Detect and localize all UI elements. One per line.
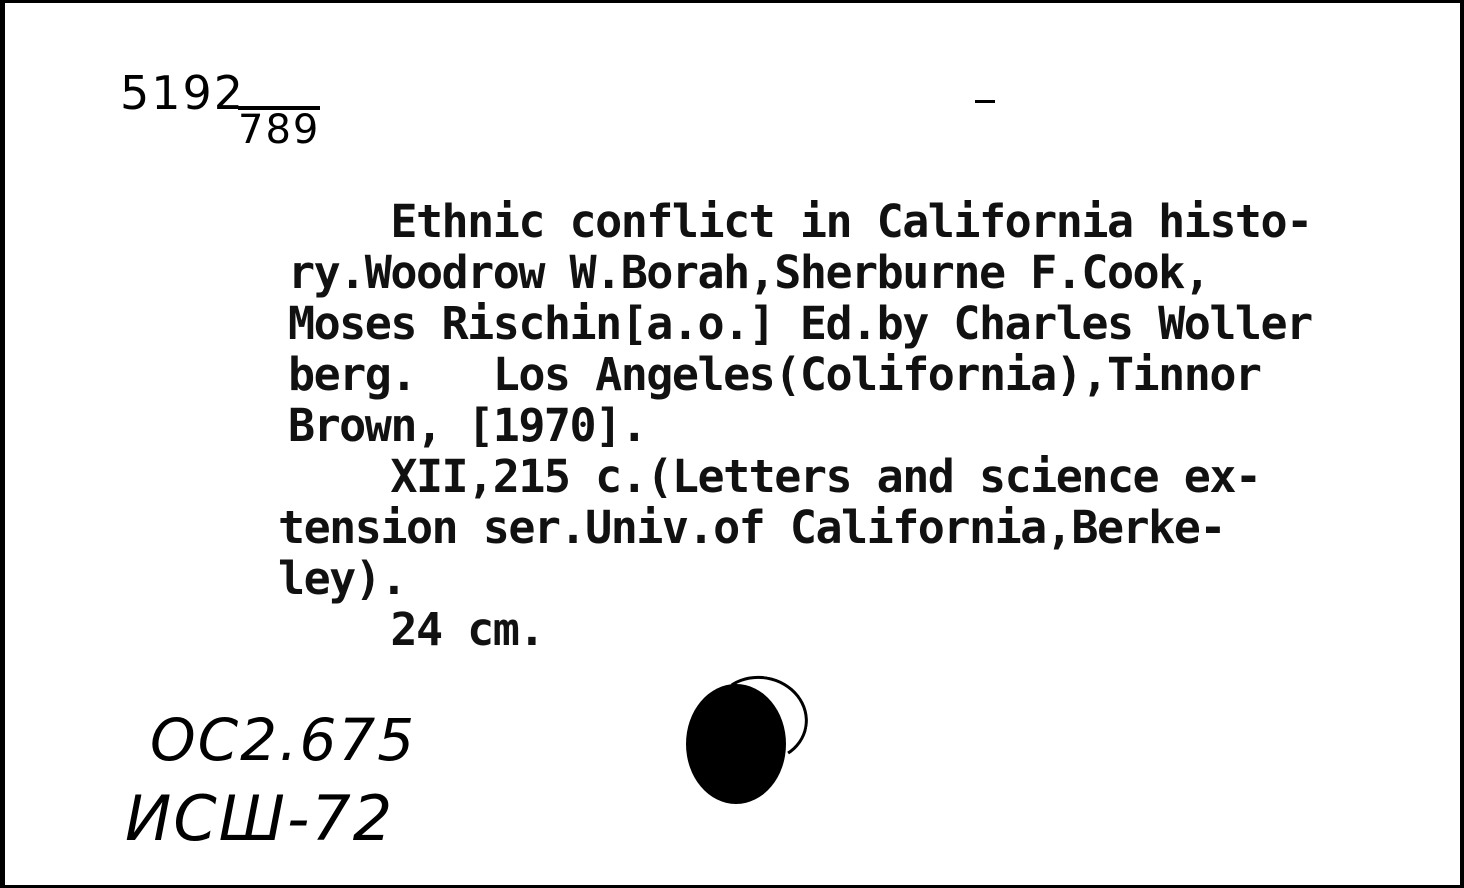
- shelfmark-sub: 789: [238, 107, 321, 153]
- entry-line-6: XII,215 c.(Letters and science ex-: [288, 450, 1261, 503]
- entry-line-2: ry.Woodrow W.Borah,Sherburne F.Cook,: [288, 246, 1210, 299]
- entry-line-1: Ethnic conflict in California histo-: [288, 195, 1312, 248]
- scan-border-right: [1460, 0, 1464, 888]
- call-number-line-2: ИСШ-72: [125, 782, 395, 855]
- entry-line-3: Moses Rischin[a.o.] Ed.by Charles Woller: [288, 297, 1312, 350]
- call-number-line-1: OC2.675: [150, 706, 417, 774]
- stray-mark: [975, 100, 995, 103]
- entry-line-7: tension ser.Univ.of California,Berke-: [278, 501, 1225, 554]
- entry-line-5: Brown, [1970].: [288, 399, 647, 452]
- entry-line-9: 24 cm.: [288, 603, 544, 656]
- entry-line-4: berg. Los Angeles(Colifornia),Tinnor: [288, 348, 1261, 401]
- entry-line-8: ley).: [278, 552, 406, 605]
- shelfmark-main: 5192: [120, 66, 246, 120]
- punch-hole: [686, 684, 786, 804]
- scan-border-left: [0, 0, 5, 888]
- scan-border-top: [0, 0, 1464, 3]
